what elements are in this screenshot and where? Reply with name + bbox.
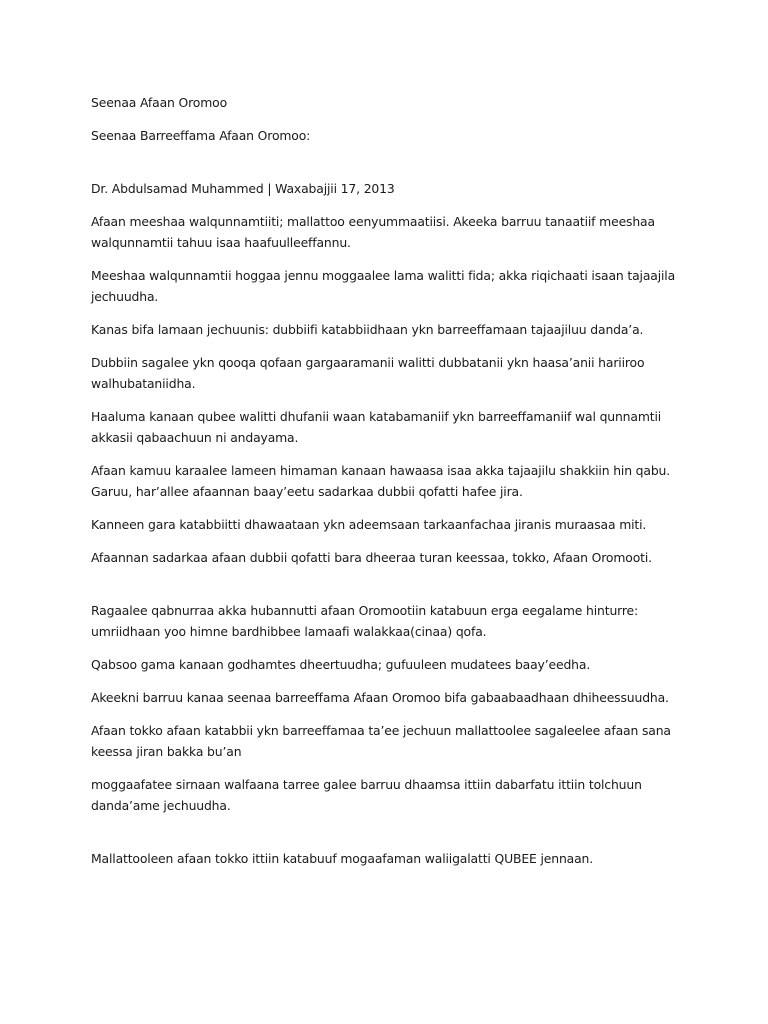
paragraph: Kanneen gara katabbiitti dhawaataan ykn adeemsaan tarkaanfachaa jiranis muraasaa miti. <box>91 517 647 532</box>
paragraph: Kanas bifa lamaan jechuunis: dubbiifi katabbiidhaan ykn barreeffamaan tajaajiluu danda’a. <box>91 322 644 337</box>
document-byline: Dr. Abdulsamad Muhammed | Waxabajjii 17, 2013 <box>91 181 395 196</box>
paragraph: moggaafatee sirnaan walfaana tarree galee barruu dhaamsa ittiin dabarfatu ittiin tolchuun danda’ame jechuudha. <box>91 777 642 813</box>
document-subtitle: Seenaa Barreeffama Afaan Oromoo: <box>91 128 311 143</box>
paragraph: Qabsoo gama kanaan godhamtes dheertuudha; gufuuleen mudatees baay’eedha. <box>91 657 591 672</box>
document-body <box>91 92 691 881</box>
paragraph: Afaan kamuu karaalee lameen himaman kanaan hawaasa isaa akka tajaajilu shakkiin hin qabu. Garuu, har’allee afaannan baay’eetu sadarkaa dubbii qofatti hafee jira. <box>91 463 671 499</box>
paragraph: Afaan tokko afaan katabbii ykn barreeffamaa ta’ee jechuun mallattoolee sagaleelee afaan sana keessa jiran bakka bu’an <box>91 723 671 759</box>
paragraph: Ragaalee qabnurraa akka hubannutti afaan Oromootiin katabuun erga eegalame hinturre: umriidhaan yoo himne bardhibbee lamaafi walakkaa(cinaa) qofa. <box>91 603 639 639</box>
paragraph: Mallattooleen afaan tokko ittiin katabuuf mogaafaman waliigalatti QUBEE jennaan. <box>91 851 594 866</box>
paragraph: Afaan meeshaa walqunnamtiiti; mallattoo eenyummaatiisi. Akeeka barruu tanaatiif meeshaa walqunnamtii tahuu isaa haafuulleeffannu. <box>91 214 655 250</box>
paragraph: Meeshaa walqunnamtii hoggaa jennu moggaalee lama walitti fida; akka riqichaati isaan tajaajila jechuudha. <box>91 268 676 304</box>
paragraph: Haaluma kanaan qubee walitti dhufanii waan katabamaniif ykn barreeffamaniif wal qunnamtii akkasii qabaachuun ni andayama. <box>91 409 662 445</box>
paragraph: Afaannan sadarkaa afaan dubbii qofatti bara dheeraa turan keessaa, tokko, Afaan Oromooti. <box>91 550 652 565</box>
paragraph: Dubbiin sagalee ykn qooqa qofaan gargaaramanii walitti dubbatanii ykn haasa’anii hariiroo walhubataniidha. <box>91 355 645 391</box>
paragraph: Akeekni barruu kanaa seenaa barreeffama Afaan Oromoo bifa gabaabaadhaan dhiheessuudha. <box>91 690 669 705</box>
document-title: Seenaa Afaan Oromoo <box>91 95 227 110</box>
